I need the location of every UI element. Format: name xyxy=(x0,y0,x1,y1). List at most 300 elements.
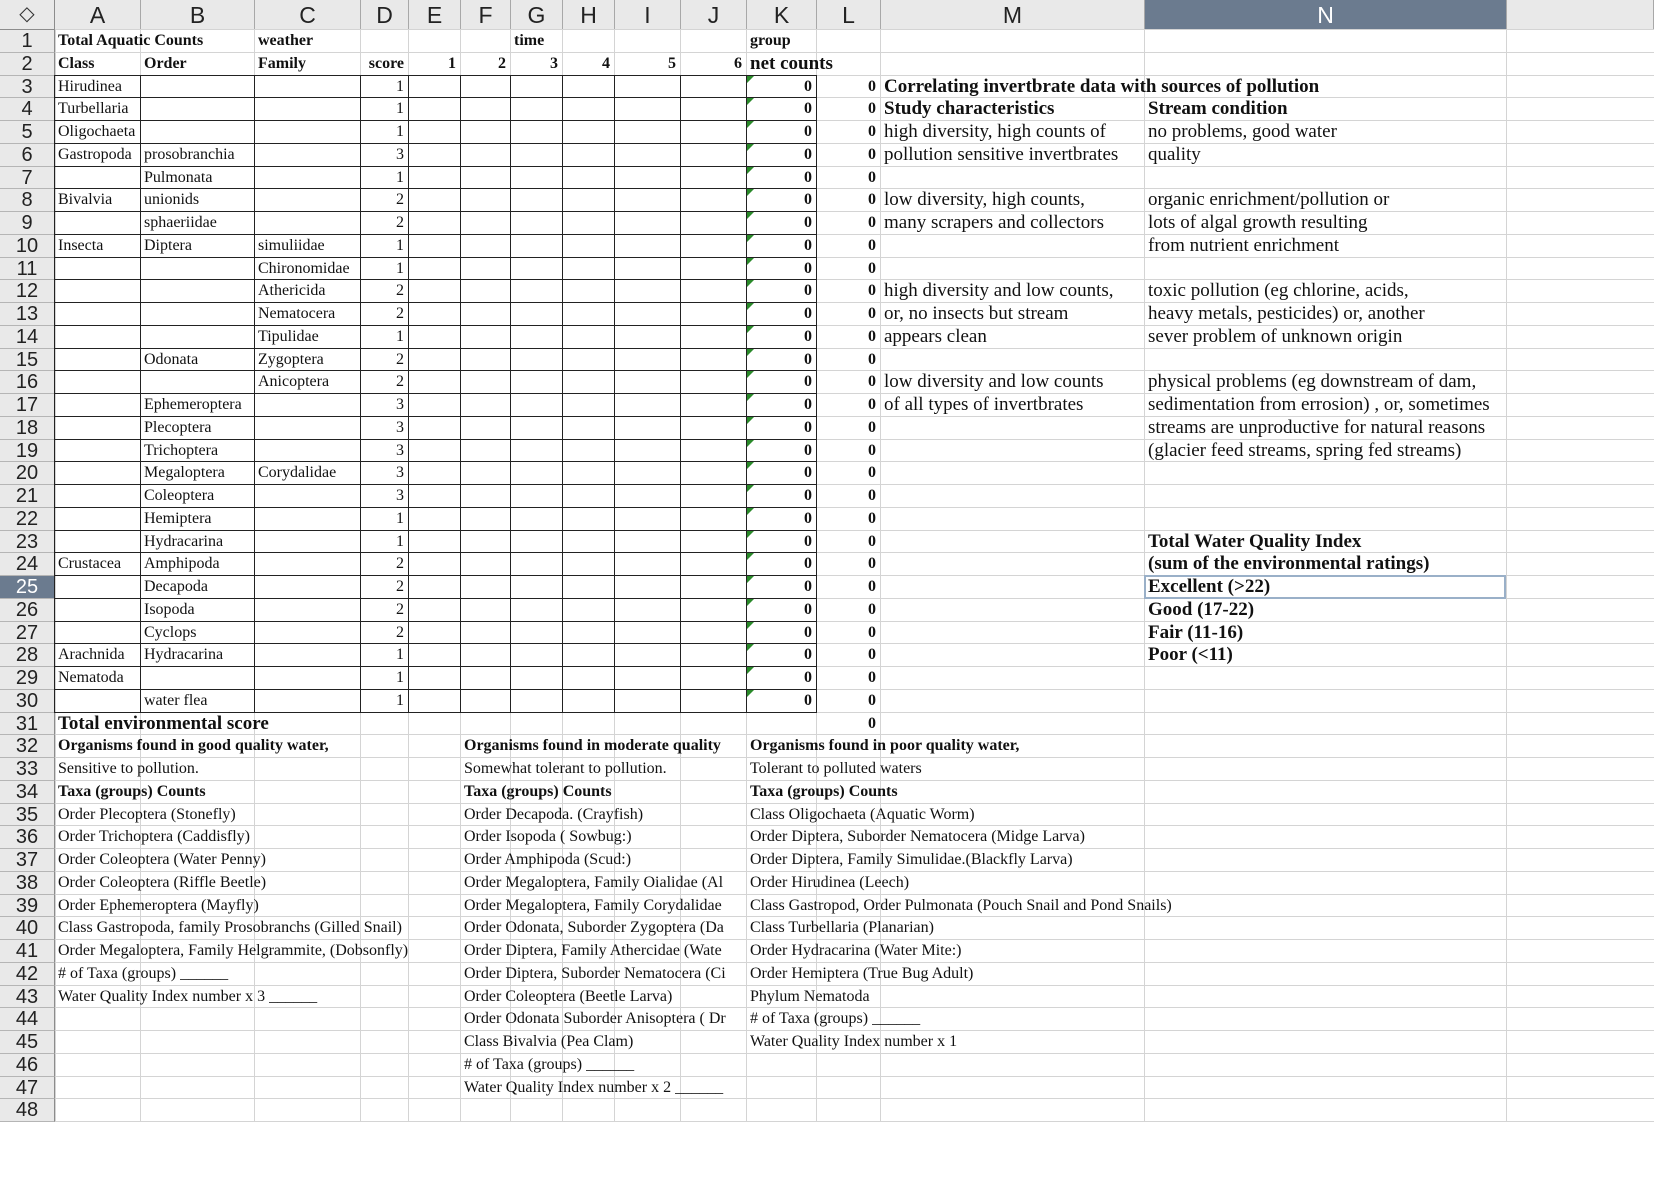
row-header-28[interactable]: 28 xyxy=(0,644,55,667)
cell-d30[interactable]: 1 xyxy=(396,691,404,709)
cell-a38[interactable]: Order Coleoptera (Riffle Beetle) xyxy=(58,873,267,891)
cell-m12[interactable]: high diversity and low counts, xyxy=(884,280,1114,302)
cell-n13[interactable]: heavy metals, pesticides) or, another xyxy=(1148,303,1425,324)
cell-a29[interactable]: Nematoda xyxy=(58,669,124,686)
cell-d16[interactable]: 2 xyxy=(396,373,404,391)
cell-f37[interactable]: Order Amphipoda (Scud:) xyxy=(464,851,632,868)
cell-c20[interactable]: Corydalidae xyxy=(258,464,337,482)
formula-warning-indicator xyxy=(747,440,754,447)
row-header-43[interactable]: 43 xyxy=(0,986,55,1009)
cell-d23[interactable]: 1 xyxy=(396,532,404,550)
row-header-37[interactable]: 37 xyxy=(0,849,55,872)
cell-d11[interactable]: 1 xyxy=(396,259,404,277)
column-header-j[interactable]: J xyxy=(681,0,747,30)
row-header-11[interactable]: 11 xyxy=(0,258,55,281)
cell-k14[interactable]: 0 xyxy=(804,327,812,345)
formula-warning-indicator xyxy=(747,690,754,697)
cell-f43[interactable]: Order Coleoptera (Beetle Larva) xyxy=(464,987,673,1005)
column-header-d[interactable]: D xyxy=(361,0,409,30)
cell-d24[interactable]: 2 xyxy=(396,555,404,573)
cell-n5[interactable]: no problems, good water xyxy=(1148,121,1337,142)
gridline-vertical xyxy=(1506,30,1507,1122)
cell-k38[interactable]: Order Hirudinea (Leech) xyxy=(750,873,910,891)
cell-k25[interactable]: 0 xyxy=(804,578,812,595)
cell-d18[interactable]: 3 xyxy=(396,418,404,436)
cell-f32[interactable]: Organisms found in moderate quality xyxy=(464,737,721,755)
cell-d3[interactable]: 1 xyxy=(396,77,404,95)
cell-d22[interactable]: 1 xyxy=(396,509,404,527)
cell-n17[interactable]: sedimentation from errosion) , or, sometimes xyxy=(1148,394,1490,415)
column-header-e[interactable]: E xyxy=(409,0,461,30)
cell-d25[interactable]: 2 xyxy=(396,578,404,595)
cell-c16[interactable]: Anicoptera xyxy=(258,373,330,391)
cell-b8[interactable]: unionids xyxy=(144,191,200,209)
cell-f2[interactable]: 2 xyxy=(498,54,506,72)
cell-e2[interactable]: 1 xyxy=(448,54,456,72)
cell-c11[interactable]: Chironomidae xyxy=(258,259,350,277)
cell-l11[interactable]: 0 xyxy=(868,259,876,277)
cell-l15[interactable]: 0 xyxy=(868,350,876,368)
cell-n16[interactable]: physical problems (eg downstream of dam, xyxy=(1148,371,1477,393)
column-header-b[interactable]: B xyxy=(141,0,255,30)
row-header-41[interactable]: 41 xyxy=(0,940,55,963)
cell-c10[interactable]: simuliidae xyxy=(258,236,325,254)
cell-k35[interactable]: Class Oligochaeta (Aquatic Worm) xyxy=(750,805,975,823)
cell-f36[interactable]: Order Isopoda ( Sowbug:) xyxy=(464,828,632,846)
cell-f42[interactable]: Order Diptera, Suborder Nematocera (Ci xyxy=(464,964,726,982)
formula-warning-indicator xyxy=(747,394,754,401)
row-header-12[interactable]: 12 xyxy=(0,280,55,303)
cell-l31[interactable]: 0 xyxy=(868,714,876,732)
cell-a43[interactable]: Water Quality Index number x 3 ______ xyxy=(58,987,318,1005)
cell-a41[interactable]: Order Megaloptera, Family Helgrammite, (Dobsonfly) xyxy=(58,942,409,959)
cell-b19[interactable]: Trichoptera xyxy=(144,441,219,459)
cell-l5[interactable]: 0 xyxy=(868,123,876,140)
formula-warning-indicator xyxy=(747,326,754,333)
cell-k27[interactable]: 0 xyxy=(804,623,812,641)
cell-f45[interactable]: Class Bivalvia (Pea Clam) xyxy=(464,1033,634,1050)
row-header-42[interactable]: 42 xyxy=(0,963,55,986)
cell-k6[interactable]: 0 xyxy=(804,145,812,163)
cell-d17[interactable]: 3 xyxy=(396,396,404,413)
row-header-36[interactable]: 36 xyxy=(0,826,55,849)
cell-k22[interactable]: 0 xyxy=(804,509,812,527)
cell-a34[interactable]: Taxa (groups) Counts xyxy=(58,782,206,800)
cell-d21[interactable]: 3 xyxy=(396,487,404,504)
cell-c15[interactable]: Zygoptera xyxy=(258,350,324,368)
cell-a36[interactable]: Order Trichoptera (Caddisfly) xyxy=(58,828,250,846)
cell-b27[interactable]: Cyclops xyxy=(144,623,197,641)
cell-a10[interactable]: Insecta xyxy=(58,236,104,254)
cell-k5[interactable]: 0 xyxy=(804,123,812,140)
cell-c1[interactable]: weather xyxy=(258,32,314,49)
formula-warning-indicator xyxy=(747,189,754,196)
row-header-4[interactable]: 4 xyxy=(0,98,55,121)
row-header-38[interactable]: 38 xyxy=(0,872,55,895)
table-border-vertical xyxy=(510,75,511,713)
row-header-8[interactable]: 8 xyxy=(0,189,55,212)
column-header-h[interactable]: H xyxy=(563,0,615,30)
cell-n28[interactable]: Poor (<11) xyxy=(1148,644,1233,666)
cell-a42[interactable]: # of Taxa (groups) ______ xyxy=(58,964,229,982)
cell-m5[interactable]: high diversity, high counts of xyxy=(884,121,1106,142)
cell-k17[interactable]: 0 xyxy=(804,396,812,413)
row-header-7[interactable]: 7 xyxy=(0,167,55,190)
cell-n25[interactable]: Excellent (>22) xyxy=(1148,576,1271,597)
cell-a4[interactable]: Turbellaria xyxy=(58,100,129,118)
cell-c14[interactable]: Tipulidae xyxy=(258,327,319,345)
cell-a28[interactable]: Arachnida xyxy=(58,646,125,664)
row-header-16[interactable]: 16 xyxy=(0,371,55,394)
row-header-1[interactable]: 1 xyxy=(0,30,55,53)
cell-f33[interactable]: Somewhat tolerant to pollution. xyxy=(464,760,667,777)
table-border-horizontal xyxy=(55,120,817,121)
cell-f41[interactable]: Order Diptera, Family Athercidae (Wate xyxy=(464,942,722,959)
cell-a35[interactable]: Order Plecoptera (Stonefly) xyxy=(58,805,236,823)
cell-m8[interactable]: low diversity, high counts, xyxy=(884,189,1085,211)
formula-warning-indicator xyxy=(747,76,754,83)
cell-k37[interactable]: Order Diptera, Family Simulidae.(Blackfly Larva) xyxy=(750,851,1073,868)
cell-a1[interactable]: Total Aquatic Counts xyxy=(58,32,204,49)
cell-k36[interactable]: Order Diptera, Suborder Nematocera (Midge Larva) xyxy=(750,828,1085,846)
row-header-34[interactable]: 34 xyxy=(0,781,55,804)
cell-b15[interactable]: Odonata xyxy=(144,350,199,368)
cell-k3[interactable]: 0 xyxy=(804,77,812,95)
cell-b7[interactable]: Pulmonata xyxy=(144,168,213,186)
formula-warning-indicator xyxy=(747,235,754,242)
cell-k7[interactable]: 0 xyxy=(804,168,812,186)
cell-b28[interactable]: Hydracarina xyxy=(144,646,224,664)
cell-k32[interactable]: Organisms found in poor quality water, xyxy=(750,737,1020,755)
row-header-23[interactable]: 23 xyxy=(0,531,55,554)
cell-a37[interactable]: Order Coleoptera (Water Penny) xyxy=(58,851,266,868)
cell-l18[interactable]: 0 xyxy=(868,418,876,436)
cell-m3[interactable]: Correlating invertbrate data with sources of pollution xyxy=(884,75,1320,97)
cell-n9[interactable]: lots of algal growth resulting xyxy=(1148,212,1368,233)
row-header-5[interactable]: 5 xyxy=(0,121,55,144)
cell-k4[interactable]: 0 xyxy=(804,100,812,118)
cell-l27[interactable]: 0 xyxy=(868,623,876,641)
cell-c12[interactable]: Athericida xyxy=(258,282,326,300)
cell-n26[interactable]: Good (17-22) xyxy=(1148,598,1255,620)
row-header-14[interactable]: 14 xyxy=(0,326,55,349)
cell-f44[interactable]: Order Odonata Suborder Anisoptera ( Dr xyxy=(464,1010,726,1028)
cell-a5[interactable]: Oligochaeta xyxy=(58,123,136,140)
cell-d9[interactable]: 2 xyxy=(396,214,404,231)
cell-c13[interactable]: Nematocera xyxy=(258,305,336,322)
cell-d19[interactable]: 3 xyxy=(396,441,404,459)
cell-g2[interactable]: 3 xyxy=(550,54,558,72)
cell-k28[interactable]: 0 xyxy=(804,646,812,664)
cell-l26[interactable]: 0 xyxy=(868,600,876,618)
cell-m9[interactable]: many scrapers and collectors xyxy=(884,212,1104,233)
table-border-vertical xyxy=(562,75,563,713)
cell-a40[interactable]: Class Gastropoda, family Prosobranchs (Gilled Snail) xyxy=(58,919,402,937)
row-header-45[interactable]: 45 xyxy=(0,1031,55,1054)
cell-a39[interactable]: Order Ephemeroptera (Mayfly) xyxy=(58,896,259,914)
cell-l8[interactable]: 0 xyxy=(868,191,876,209)
column-header-k[interactable]: K xyxy=(747,0,817,30)
column-header-c[interactable]: C xyxy=(255,0,361,30)
cell-i2[interactable]: 5 xyxy=(668,54,676,72)
cell-k23[interactable]: 0 xyxy=(804,532,812,550)
cell-d26[interactable]: 2 xyxy=(396,600,404,618)
cell-l21[interactable]: 0 xyxy=(868,487,876,504)
cell-l30[interactable]: 0 xyxy=(868,691,876,709)
row-header-6[interactable]: 6 xyxy=(0,144,55,167)
formula-warning-indicator xyxy=(747,485,754,492)
row-header-48[interactable]: 48 xyxy=(0,1099,55,1122)
table-border-vertical xyxy=(140,75,141,713)
row-header-47[interactable]: 47 xyxy=(0,1077,55,1100)
cell-a32[interactable]: Organisms found in good quality water, xyxy=(58,737,329,755)
column-header-filler xyxy=(1507,0,1654,30)
cell-m14[interactable]: appears clean xyxy=(884,325,987,347)
cell-l13[interactable]: 0 xyxy=(868,305,876,322)
cell-k19[interactable]: 0 xyxy=(804,441,812,459)
cell-l22[interactable]: 0 xyxy=(868,509,876,527)
cell-k20[interactable]: 0 xyxy=(804,464,812,482)
cell-l29[interactable]: 0 xyxy=(868,669,876,686)
cell-d13[interactable]: 2 xyxy=(396,305,404,322)
cell-a2[interactable]: Class xyxy=(58,54,95,72)
formula-warning-indicator xyxy=(747,644,754,651)
table-border-vertical xyxy=(408,75,409,713)
cell-l3[interactable]: 0 xyxy=(868,77,876,95)
cell-b23[interactable]: Hydracarina xyxy=(144,532,224,550)
row-header-24[interactable]: 24 xyxy=(0,553,55,576)
formula-warning-indicator xyxy=(747,349,754,356)
cell-n12[interactable]: toxic pollution (eg chlorine, acids, xyxy=(1148,280,1409,302)
formula-warning-indicator xyxy=(747,531,754,538)
column-header-m[interactable]: M xyxy=(881,0,1145,30)
cell-a31[interactable]: Total environmental score xyxy=(58,712,269,734)
cell-k16[interactable]: 0 xyxy=(804,373,812,391)
cell-b6[interactable]: prosobranchia xyxy=(144,145,235,163)
cell-f38[interactable]: Order Megaloptera, Family Oialidae (Al xyxy=(464,873,724,891)
cell-l10[interactable]: 0 xyxy=(868,236,876,254)
table-border-horizontal xyxy=(55,279,817,280)
cell-l20[interactable]: 0 xyxy=(868,464,876,482)
column-header-l[interactable]: L xyxy=(817,0,881,30)
cell-k29[interactable]: 0 xyxy=(804,669,812,686)
cell-k45[interactable]: Water Quality Index number x 1 xyxy=(750,1033,958,1050)
row-header-29[interactable]: 29 xyxy=(0,667,55,690)
cell-f39[interactable]: Order Megaloptera, Family Corydalidae xyxy=(464,896,722,914)
cell-a24[interactable]: Crustacea xyxy=(58,555,122,573)
row-header-27[interactable]: 27 xyxy=(0,622,55,645)
cell-d5[interactable]: 1 xyxy=(396,123,404,140)
row-header-9[interactable]: 9 xyxy=(0,212,55,235)
cell-d28[interactable]: 1 xyxy=(396,646,404,664)
cell-l9[interactable]: 0 xyxy=(868,214,876,231)
row-header-13[interactable]: 13 xyxy=(0,303,55,326)
cell-d6[interactable]: 3 xyxy=(396,145,404,163)
cell-a33[interactable]: Sensitive to pollution. xyxy=(58,760,199,777)
cell-d8[interactable]: 2 xyxy=(396,191,404,209)
cell-m4[interactable]: Study characteristics xyxy=(884,98,1055,120)
cell-n10[interactable]: from nutrient enrichment xyxy=(1148,234,1339,256)
row-header-20[interactable]: 20 xyxy=(0,462,55,485)
row-header-39[interactable]: 39 xyxy=(0,895,55,918)
cell-a6[interactable]: Gastropoda xyxy=(58,145,132,163)
cell-d15[interactable]: 2 xyxy=(396,350,404,368)
row-header-33[interactable]: 33 xyxy=(0,758,55,781)
cell-l17[interactable]: 0 xyxy=(868,396,876,413)
row-header-32[interactable]: 32 xyxy=(0,735,55,758)
cell-b18[interactable]: Plecoptera xyxy=(144,418,212,436)
cell-n4[interactable]: Stream condition xyxy=(1148,98,1288,120)
cell-m16[interactable]: low diversity and low counts xyxy=(884,371,1104,393)
cell-k30[interactable]: 0 xyxy=(804,691,812,709)
cell-f40[interactable]: Order Odonata, Suborder Zygoptera (Da xyxy=(464,919,724,937)
cell-k21[interactable]: 0 xyxy=(804,487,812,504)
row-header-18[interactable]: 18 xyxy=(0,417,55,440)
row-header-31[interactable]: 31 xyxy=(0,713,55,736)
cell-k43[interactable]: Phylum Nematoda xyxy=(750,987,870,1005)
cell-d7[interactable]: 1 xyxy=(396,168,404,186)
cell-k15[interactable]: 0 xyxy=(804,350,812,368)
row-header-40[interactable]: 40 xyxy=(0,917,55,940)
cell-a3[interactable]: Hirudinea xyxy=(58,77,122,95)
cell-l16[interactable]: 0 xyxy=(868,373,876,391)
formula-warning-indicator xyxy=(747,280,754,287)
cell-f46[interactable]: # of Taxa (groups) ______ xyxy=(464,1055,635,1073)
row-header-19[interactable]: 19 xyxy=(0,440,55,463)
cell-l24[interactable]: 0 xyxy=(868,555,876,573)
formula-warning-indicator xyxy=(747,121,754,128)
cell-f34[interactable]: Taxa (groups) Counts xyxy=(464,782,612,800)
cell-n19[interactable]: (glacier feed streams, spring fed streams) xyxy=(1148,439,1462,461)
cell-b24[interactable]: Amphipoda xyxy=(144,555,220,573)
column-header-n[interactable]: N xyxy=(1145,0,1507,30)
cell-d29[interactable]: 1 xyxy=(396,669,404,686)
column-header-f[interactable]: F xyxy=(461,0,511,30)
cell-l25[interactable]: 0 xyxy=(868,578,876,595)
row-header-3[interactable]: 3 xyxy=(0,76,55,99)
row-header-15[interactable]: 15 xyxy=(0,349,55,372)
cell-m13[interactable]: or, no insects but stream xyxy=(884,303,1069,324)
cell-d4[interactable]: 1 xyxy=(396,100,404,118)
cell-k41[interactable]: Order Hydracarina (Water Mite:) xyxy=(750,942,962,959)
cell-n18[interactable]: streams are unproductive for natural reasons xyxy=(1148,416,1486,438)
active-cell-selection[interactable] xyxy=(1144,575,1506,599)
cell-g1[interactable]: time xyxy=(514,32,545,49)
cell-k42[interactable]: Order Hemiptera (True Bug Adult) xyxy=(750,964,974,982)
cell-l12[interactable]: 0 xyxy=(868,282,876,300)
cell-k33[interactable]: Tolerant to polluted waters xyxy=(750,760,922,777)
cell-k34[interactable]: Taxa (groups) Counts xyxy=(750,782,898,800)
cell-c2[interactable]: Family xyxy=(258,54,306,72)
cell-b10[interactable]: Diptera xyxy=(144,236,192,254)
cell-d10[interactable]: 1 xyxy=(396,236,404,254)
gridline-horizontal xyxy=(55,1098,1654,1099)
cell-h2[interactable]: 4 xyxy=(602,54,610,72)
cell-l7[interactable]: 0 xyxy=(868,168,876,186)
cell-l28[interactable]: 0 xyxy=(868,646,876,664)
table-border-horizontal xyxy=(55,97,817,98)
cell-b17[interactable]: Ephemeroptera xyxy=(144,396,242,413)
cell-a8[interactable]: Bivalvia xyxy=(58,191,113,209)
cell-d14[interactable]: 1 xyxy=(396,327,404,345)
cell-m17[interactable]: of all types of invertbrates xyxy=(884,394,1084,415)
row-header-44[interactable]: 44 xyxy=(0,1008,55,1031)
cell-b22[interactable]: Hemiptera xyxy=(144,509,212,527)
cell-n6[interactable]: quality xyxy=(1148,143,1201,165)
gridline-horizontal xyxy=(55,1076,1654,1077)
cell-d27[interactable]: 2 xyxy=(396,623,404,641)
row-header-25[interactable]: 25 xyxy=(0,576,55,599)
cell-k18[interactable]: 0 xyxy=(804,418,812,436)
select-all-corner[interactable]: ◇ xyxy=(0,0,55,30)
cell-k11[interactable]: 0 xyxy=(804,259,812,277)
cell-k40[interactable]: Class Turbellaria (Planarian) xyxy=(750,919,934,937)
cell-d2[interactable]: score xyxy=(368,54,404,72)
row-header-26[interactable]: 26 xyxy=(0,599,55,622)
cell-k2[interactable]: net counts xyxy=(750,52,833,74)
cell-n8[interactable]: organic enrichment/pollution or xyxy=(1148,189,1390,211)
cell-b2[interactable]: Order xyxy=(144,54,187,72)
cell-f35[interactable]: Order Decapoda. (Crayfish) xyxy=(464,805,644,823)
cell-k12[interactable]: 0 xyxy=(804,282,812,300)
cell-l6[interactable]: 0 xyxy=(868,145,876,163)
row-header-30[interactable]: 30 xyxy=(0,690,55,713)
cell-l14[interactable]: 0 xyxy=(868,327,876,345)
cell-d20[interactable]: 3 xyxy=(396,464,404,482)
formula-warning-indicator xyxy=(747,622,754,629)
row-header-2[interactable]: 2 xyxy=(0,53,55,76)
cell-k39[interactable]: Class Gastropod, Order Pulmonata (Pouch Snail and Pond Snails) xyxy=(750,896,1172,914)
cell-j2[interactable]: 6 xyxy=(734,54,742,72)
cell-b21[interactable]: Coleoptera xyxy=(144,487,215,504)
cell-b26[interactable]: Isopoda xyxy=(144,600,195,618)
cell-b9[interactable]: sphaeriidae xyxy=(144,214,217,231)
table-border-horizontal xyxy=(55,325,817,326)
cell-k24[interactable]: 0 xyxy=(804,555,812,573)
cell-d12[interactable]: 2 xyxy=(396,282,404,300)
cell-l4[interactable]: 0 xyxy=(868,100,876,118)
column-header-g[interactable]: G xyxy=(511,0,563,30)
row-header-35[interactable]: 35 xyxy=(0,804,55,827)
row-header-21[interactable]: 21 xyxy=(0,485,55,508)
cell-n14[interactable]: sever problem of unknown origin xyxy=(1148,325,1403,347)
cell-k10[interactable]: 0 xyxy=(804,236,812,254)
cell-n24[interactable]: (sum of the environmental ratings) xyxy=(1148,553,1430,575)
formula-warning-indicator xyxy=(747,303,754,310)
cell-k8[interactable]: 0 xyxy=(804,191,812,209)
cell-m6[interactable]: pollution sensitive invertbrates xyxy=(884,143,1119,165)
cell-k1[interactable]: group xyxy=(750,32,791,49)
row-header-22[interactable]: 22 xyxy=(0,508,55,531)
cell-l23[interactable]: 0 xyxy=(868,532,876,550)
cell-b30[interactable]: water flea xyxy=(144,691,208,709)
cell-n27[interactable]: Fair (11-16) xyxy=(1148,621,1244,643)
cell-l19[interactable]: 0 xyxy=(868,441,876,459)
cell-b25[interactable]: Decapoda xyxy=(144,578,208,595)
column-header-i[interactable]: I xyxy=(615,0,681,30)
cell-f47[interactable]: Water Quality Index number x 2 ______ xyxy=(464,1078,724,1096)
cell-n23[interactable]: Total Water Quality Index xyxy=(1148,530,1362,552)
column-header-a[interactable]: A xyxy=(55,0,141,30)
cell-b20[interactable]: Megaloptera xyxy=(144,464,225,482)
cell-k26[interactable]: 0 xyxy=(804,600,812,618)
cell-k9[interactable]: 0 xyxy=(804,214,812,231)
cell-k13[interactable]: 0 xyxy=(804,305,812,322)
row-header-10[interactable]: 10 xyxy=(0,235,55,258)
row-header-46[interactable]: 46 xyxy=(0,1054,55,1077)
row-header-17[interactable]: 17 xyxy=(0,394,55,417)
cell-k44[interactable]: # of Taxa (groups) ______ xyxy=(750,1010,921,1028)
